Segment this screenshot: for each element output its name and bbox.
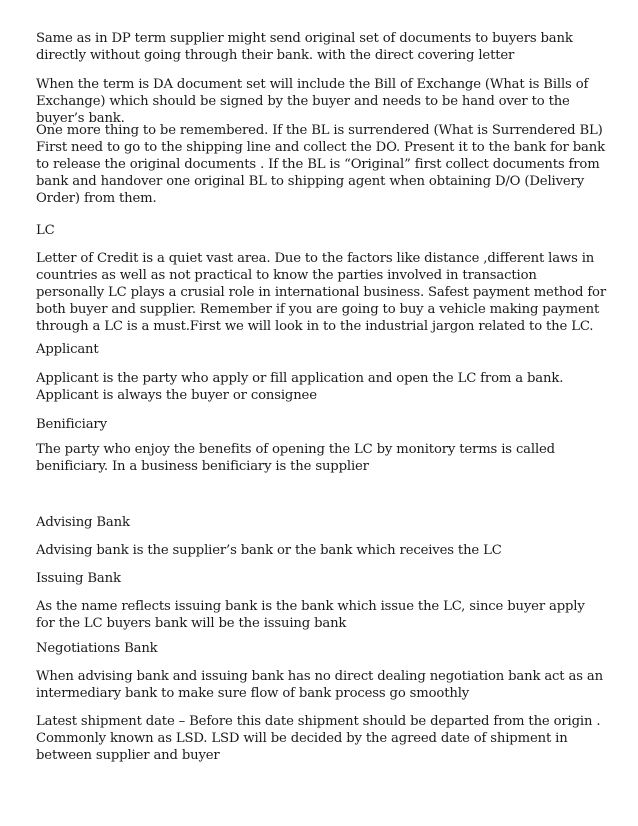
paragraph-applicant: Applicant is the party who apply or fill application and open the LC from a bank. Applicant is always the buyer or consignee — [36, 371, 564, 403]
heading-negotiations-bank: Negotiations Bank — [36, 641, 158, 656]
paragraph-letter-of-credit: Letter of Credit is a quiet vast area. Due to the factors like distance ,different laws in countries as well as not practical to know the parties involved in transaction personally LC plays a crusial role in international business. Safest payment method for both buyer and supplier. Remember if you are going to buy a vehicle making payment through a LC is a must.First we will look in to the industrial jargon related to the LC. — [36, 251, 606, 334]
heading-applicant: Applicant — [36, 342, 99, 357]
paragraph-da-term: When the term is DA document set will include the Bill of Exchange (What is Bills of Exchange) which should be signed by the buyer and needs to be hand over to the buyer’s bank. — [36, 77, 589, 126]
paragraph-dp-term: Same as in DP term supplier might send original set of documents to buyers bank directly without going through their bank. with the direct covering letter — [36, 31, 573, 63]
paragraph-bl-surrendered: One more thing to be remembered. If the BL is surrendered (What is Surrendered BL) First need to go to the shipping line and collect the DO. Present it to the bank for bank to release the original documents . If the BL is “Original” first collect documents from bank and handover one original BL to shipping agent when obtaining D/O (Delivery Order) from them. — [36, 123, 605, 206]
paragraph-advising-bank: Advising bank is the supplier’s bank or the bank which receives the LC — [36, 543, 502, 558]
paragraph-issuing-bank: As the name reflects issuing bank is the bank which issue the LC, since buyer apply for the LC buyers bank will be the issuing bank — [36, 599, 585, 631]
paragraph-negotiations-bank: When advising bank and issuing bank has no direct dealing negotiation bank act as an intermediary bank to make sure flow of bank process go smoothly — [36, 669, 603, 701]
heading-benificiary: Benificiary — [36, 417, 107, 432]
heading-issuing-bank: Issuing Bank — [36, 571, 121, 586]
heading-advising-bank: Advising Bank — [36, 515, 130, 530]
paragraph-latest-shipment-date: Latest shipment date – Before this date shipment should be departed from the origin . Commonly known as LSD. LSD will be decided by the agreed date of shipment in between supplier and buyer — [36, 714, 601, 763]
paragraph-benificiary: The party who enjoy the benefits of opening the LC by monitory terms is called benificiary. In a business benificiary is the supplier — [36, 442, 555, 474]
heading-lc: LC — [36, 223, 55, 238]
